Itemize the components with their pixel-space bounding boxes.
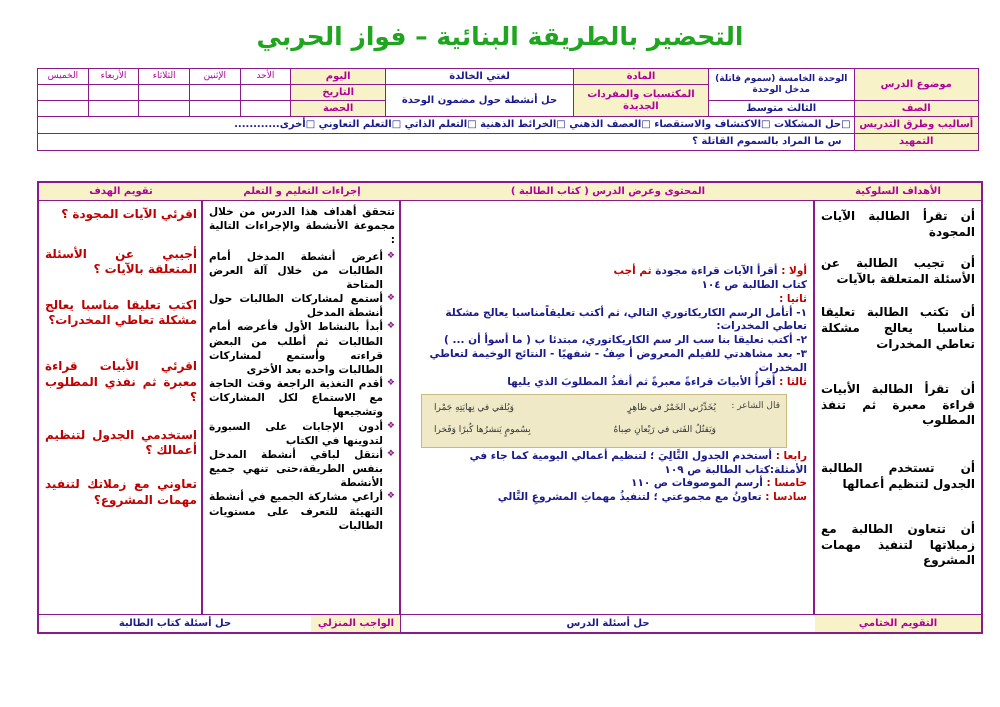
date-cell-2 — [189, 85, 240, 101]
topic-value — [708, 69, 854, 101]
homework-label: الواجب المنزلي — [310, 615, 401, 632]
methods-label: أساليب وطرق التدريس — [854, 117, 978, 134]
unit-sub: مدخل الوحدة — [752, 84, 810, 95]
goal-item: أن تقرأ الطالبة الأبيات قراءة معبرة ثم تنفذ المطلوب — [821, 382, 975, 428]
evaluation-item: اقرئي الآيات المجودة ؟ — [61, 207, 197, 221]
procedures-header: إجراءات التعليم و التعلم — [203, 183, 401, 201]
second-item-3: ٣- بعد مشاهدتي للفيلم المعروض أ صِفُ - شفهيًا - النتائج الوخيمة لتعاطي المخدرات — [429, 348, 807, 375]
goal-item: أن تتعاون الطالبة مع زميلاتها لتنفيذ مهمات المشروع — [821, 522, 975, 568]
period-cell-3 — [139, 101, 190, 117]
verse-1a: وَيُلقي في نِهايَتِهِ جَمْرا — [434, 402, 514, 413]
verse-1b: يُخَدِّرُني الخَمْرُ في ظاهِرٍ — [627, 402, 716, 413]
date-cell-4 — [88, 85, 139, 101]
procedures-intro: تتحقق أهداف هذا الدرس من خلال مجموعة الأنشطة والإجراءات التالية : — [209, 206, 395, 247]
content-header: المحتوى وعرض الدرس ( كتاب الطالبة ) — [401, 183, 815, 201]
fifth-text: أرسم الموصوفات ص ١١٠ — [631, 477, 763, 490]
period-label: الحصة — [291, 101, 386, 117]
goals-column — [813, 183, 981, 615]
topic-label: موضوع الدرس — [854, 69, 978, 101]
final-eval-label: التقويم الختامي — [814, 615, 981, 632]
date-cell-5 — [38, 85, 89, 101]
procedure-item: ❖ أدون الإجابات على السبورة لتدوينها في الكتاب — [209, 420, 383, 448]
period-cell-2 — [189, 101, 240, 117]
goal-item: أن تستخدم الطالبة الجدول لتنظيم أعمالها — [821, 460, 975, 491]
subject-value: لغتي الخالدة — [386, 69, 574, 85]
acquisitions-label: المكتسبات والمفردات الجديدة — [573, 85, 708, 117]
evaluation-header: تقويم الهدف — [39, 183, 203, 201]
day-tuesday: الثلاثاء — [139, 69, 190, 85]
goal-item: أن تجيب الطالبة عن الأسئلة المتعلقة بالآيات — [821, 256, 975, 286]
intro-value: س ما المراد بالسموم القاتلة ؟ — [38, 134, 855, 151]
third-label: ثالثا : — [779, 375, 807, 388]
verse-2a: بِسُمومٍ يَنشرُها كُبرًا وَفَخرا — [434, 424, 531, 435]
subject-label: المادة — [573, 69, 708, 85]
goal-item: أن تقرأ الطالبة الآيات المجودة — [821, 209, 975, 239]
second-label: ثانيا : — [779, 292, 807, 305]
procedure-item: ❖ أراعي مشاركة الجميع في أنشطة التهيئة للتعرف على مستويات الطالبات — [209, 490, 383, 533]
day-label: اليوم — [291, 69, 386, 85]
fourth-label: رابعا : — [775, 449, 807, 462]
first-text: أقرأ الآيات قراءة مجودة — [655, 265, 778, 277]
evaluation-item: استخدمي الجدول لتنظيم أعمالك ؟ — [45, 427, 197, 458]
class-label: الصف — [854, 101, 978, 117]
evaluation-item: تعاوني مع زملاتك لتنفيد مهمات المشروع؟ — [45, 476, 197, 507]
unit-name: الوحدة الخامسة (سموم قاتلة) — [715, 73, 848, 84]
day-wednesday: الأربعاء — [88, 69, 139, 85]
day-sunday: الأحد — [240, 69, 291, 85]
fourth-text: أستخدم الجدول التَّالِيَ ؛ لتنظيم أعمالي اليومية كما جاء في الأمثلة:كتاب الطالبة ص ١٠٩ — [469, 449, 807, 476]
date-cell-3 — [139, 85, 190, 101]
verse-2b: وَيَقتُلُ الفَتى في رَيْعانِ صِباهُ — [613, 424, 716, 435]
procedure-item: ❖ أبدأ بالنشاط الأول فأعرضه أمام الطالبات ثم أطلب من البعض قراءته وأستمع لمشاركات الطالبات واحده بعد الأخرى — [209, 320, 383, 377]
content-column — [399, 183, 815, 615]
second-item-2: ٢- أكتب تعليقا بنا سب الر سم الكاريكاتوري، مبتدئا ب ( ما أسوأ أن ... ) — [444, 334, 807, 347]
book-page-1: كتاب الطالبة ص ١٠٤ — [701, 278, 807, 291]
sixth-label: سادسا : — [765, 491, 807, 504]
poem-box — [421, 394, 787, 448]
evaluation-column — [39, 183, 203, 615]
procedure-item: ❖ أنتقل لباقي أنشطة المدخل بنفس الطريقة،حتى تنهي جميع الأنشطة — [209, 448, 383, 491]
procedure-item: ❖ أستمع لمشاركات الطالبات حول أنشطة المدخل — [209, 292, 383, 320]
evaluation-item: اقرئي الأبيات قراءة معبرة ثم نفذي المطلوب ؟ — [45, 358, 197, 405]
date-label: التاريخ — [291, 85, 386, 101]
second-item-1: ١- أتأمل الرسم الكاريكاتوري التالي، ثم أكتب تعليقاًمناسبا يعالج مشكلة تعاطي المخدرات: — [445, 306, 807, 333]
procedure-item: ❖ أعرض أنشطة المدخل أمام الطالبات من خلال آلة العرض المتاحة — [209, 250, 383, 293]
date-cell-1 — [240, 85, 291, 101]
goals-header: الأهداف السلوكية — [815, 183, 981, 201]
day-monday: الإثنين — [189, 69, 240, 85]
procedures-list — [209, 250, 395, 533]
goal-item: أن تكتب الطالبة تعليقا مناسبا يعالج مشكلة تعاطي المخدرات — [821, 305, 975, 351]
methods-value: □حل المشكلات □الاكتشاف والاستقصاء □العصف الذهني □الخرائط الذهنية □التعلم الذاتي □التعلم التعاوني □أخرى............ — [38, 117, 855, 134]
footer-row — [39, 614, 981, 632]
poet-label: قال الشاعر : — [731, 400, 780, 411]
lesson-info-table — [37, 68, 979, 151]
third-text: أقرأُ الأبياتَ قراءةً معبرةً ثم أنفذُ المطلوبَ الذي يليها — [507, 375, 776, 388]
procedures-column — [201, 183, 401, 615]
evaluation-item: أجيبي عن الأسئلة المتعلقة بالآيات ؟ — [45, 246, 197, 277]
class-value: الثالث متوسط — [708, 101, 854, 117]
procedure-item: ❖ أقدم التغذية الراجعة وقت الحاجة مع الاستماع لكل المشاركات وتشجيعها — [209, 377, 383, 420]
lesson-body — [37, 181, 983, 634]
period-cell-4 — [88, 101, 139, 117]
period-cell-5 — [38, 101, 89, 117]
first-then: ثم أجب — [613, 265, 652, 277]
evaluation-item: اكتب تعليقا مناسبا يعالج مشكلة تعاطي المخدرات؟ — [45, 297, 197, 328]
period-cell-1 — [240, 101, 291, 117]
fifth-label: خامسا : — [766, 477, 807, 490]
acquisitions-value: حل أنشطة حول مضمون الوحدة — [386, 85, 574, 117]
sixth-text: تعاونُ مع مجموعتي ؛ لتنفيذُ مهماتِ المشروعِ التَّالي — [497, 491, 762, 504]
intro-label: التمهيد — [854, 134, 978, 151]
page-title: التحضير بالطريقة البنائية – فواز الحربي — [256, 22, 744, 51]
homework-value: حل أسئلة كتاب الطالبة — [39, 615, 311, 632]
day-thursday: الخميس — [38, 69, 89, 85]
first-label: أولا : — [781, 265, 807, 277]
final-eval-value: حل أسئلة الدرس — [400, 615, 815, 632]
